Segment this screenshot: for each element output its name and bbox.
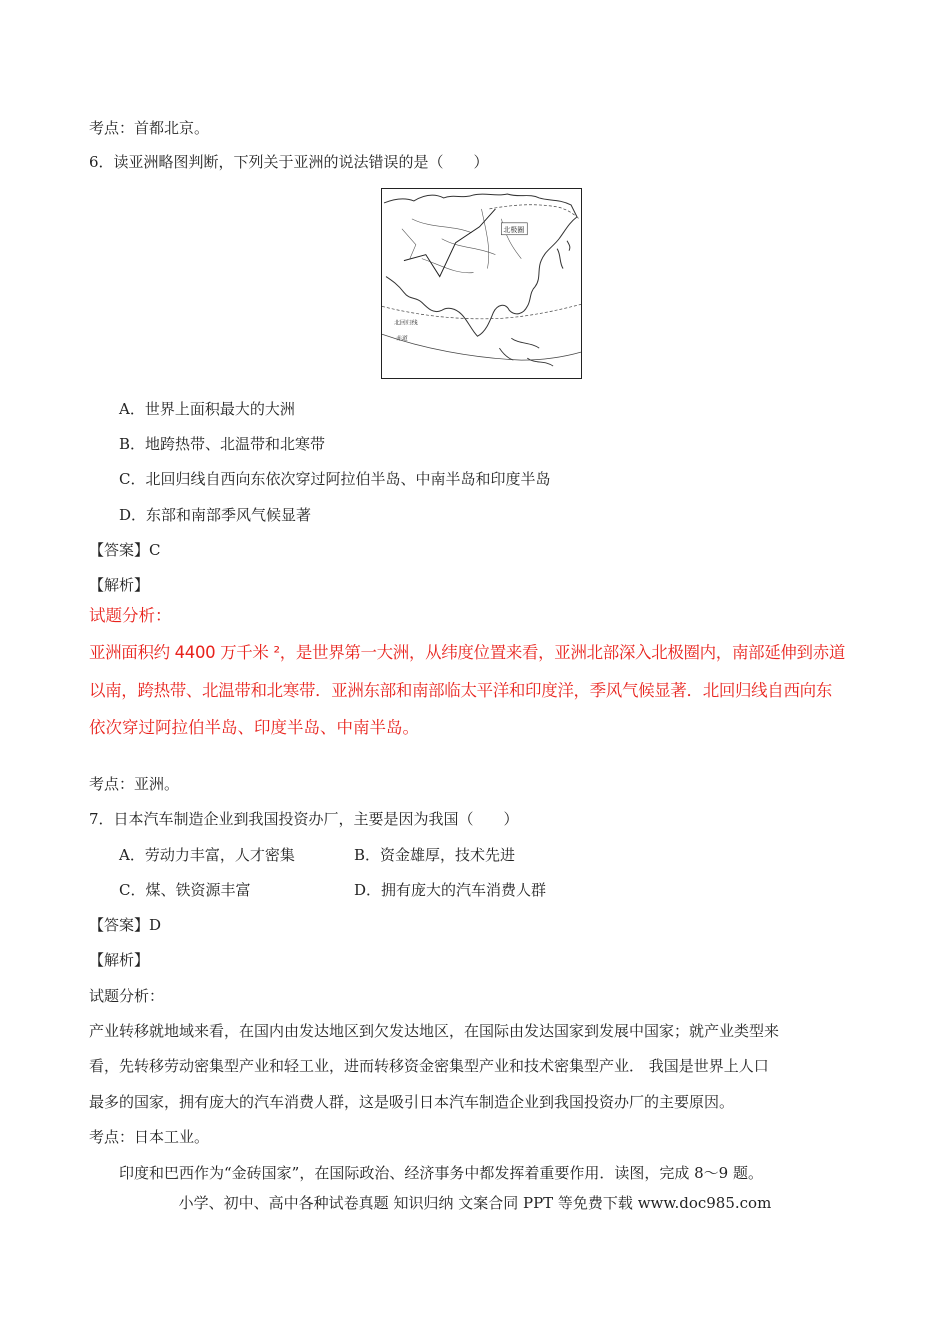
asia-inner-borders [402,209,521,273]
question-6-option-c: C．北回归线自西向东依次穿过阿拉伯半岛、中南半岛和印度半岛 [119,470,551,488]
arctic-circle-line [489,205,579,219]
question-6-analysis-line-1: 亚洲面积约 4400 万千米 ²，是世界第一大洲，从纬度位置来看，亚洲北部深入北极圈内，南部延伸到赤道 [89,643,845,662]
question-6-option-b: B．地跨热带、北温带和北寒带 [119,435,326,453]
question-6-jiexi: 【解析】 [89,576,150,594]
question-7-option-d: D．拥有庞大的汽车消费人群 [354,881,547,899]
japan-islands [557,241,570,269]
question-7-option-c: C．煤、铁资源丰富 [119,881,251,899]
question-7-analysis-line-3: 最多的国家，拥有庞大的汽车消费人群，这是吸引日本汽车制造企业到我国投资办厂的主要原因。 [89,1093,735,1111]
page-footer: 小学、初中、高中各种试卷真题 知识归纳 文案合同 PPT 等免费下载 www.doc985.com [178,1194,772,1212]
equator-label: 赤道 [395,335,408,343]
asia-map-drawing [382,189,581,378]
question-7-analysis-line-1: 产业转移就地域来看，在国内由发达地区到欠发达地区，在国际由发达国家到发展中国家；就产业类型来 [89,1022,780,1040]
southeast-asia-islands [499,338,553,366]
question-7-jiexi: 【解析】 [89,951,150,969]
equator-line [382,334,581,360]
question-7-option-a: A．劳动力丰富，人才密集 [119,846,295,864]
question-6-answer: 【答案】C [89,541,161,559]
arctic-circle-label: 北极圈 [503,225,525,234]
question-8-intro: 印度和巴西作为“金砖国家”，在国际政治、经济事务中都发挥着重要作用．读图，完成 8～9 题。 [119,1164,763,1182]
asia-coastline [384,194,577,336]
kaodian-previous: 考点：首都北京。 [89,119,210,137]
tropic-of-cancer-line [382,304,581,318]
question-6-analysis-line-2: 以南，跨热带、北温带和北寒带．亚洲东部和南部临太平洋和印度洋，季风气候显著．北回归线自西向东 [89,681,832,700]
question-6-stem: 6．读亚洲略图判断，下列关于亚洲的说法错误的是（ ） [89,153,489,171]
question-7-analysis-line-2: 看，先转移劳动密集型产业和轻工业，进而转移资金密集型产业和技术密集型产业． 我国是世界上人口 [89,1057,769,1075]
question-7-stem: 7．日本汽车制造企业到我国投资办厂，主要是因为我国（ ） [89,810,519,828]
question-7-analysis-label: 试题分析： [89,987,165,1005]
tropic-label: 北回归线 [393,319,418,327]
question-6-option-d: D．东部和南部季风气候显著 [119,506,312,524]
question-6-option-a: A．世界上面积最大的大洲 [119,400,295,418]
asia-sketch-map [381,188,582,379]
question-7-kaodian: 考点：日本工业。 [89,1128,210,1146]
question-7-option-b: B．资金雄厚，技术先进 [354,846,516,864]
question-6-analysis-line-3: 依次穿过阿拉伯半岛、印度半岛、中南半岛。 [89,718,419,737]
question-7-answer: 【答案】D [89,916,162,934]
question-6-analysis-label: 试题分析： [89,606,172,625]
question-6-kaodian: 考点：亚洲。 [89,775,180,793]
route-line [404,209,496,277]
